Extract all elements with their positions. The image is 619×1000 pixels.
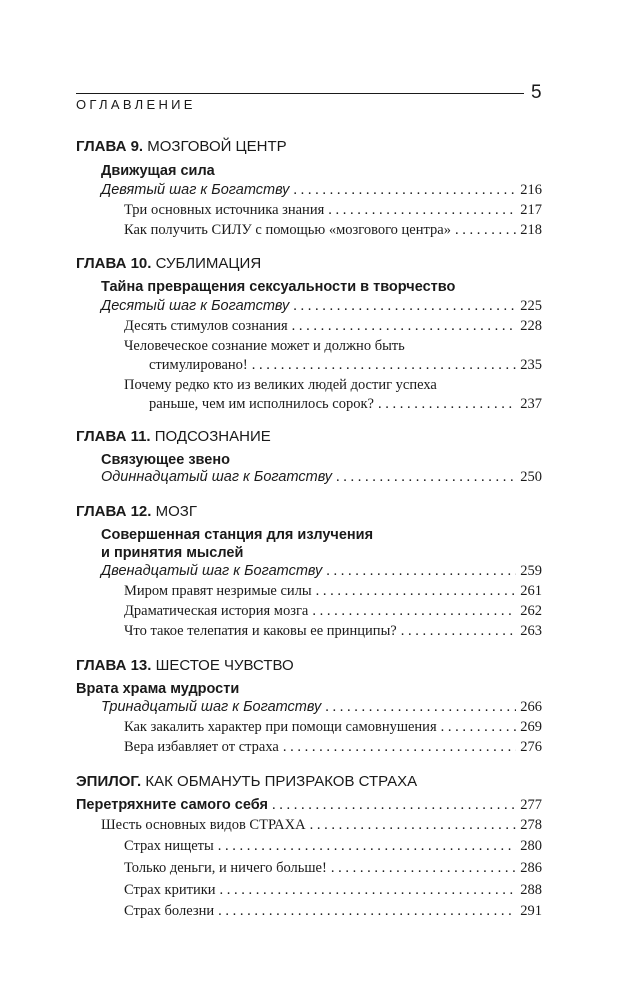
entry-page: 286 (520, 860, 542, 876)
entry-page: 291 (520, 903, 542, 919)
chapter-label: ГЛАВА 11. (76, 428, 151, 445)
entry-page: 278 (520, 817, 542, 833)
leader-dots (310, 815, 517, 835)
toc-entry[interactable] (124, 858, 542, 878)
running-head: ОГЛАВЛЕНИЕ (76, 97, 196, 112)
entry-title: Как закалить характер при помощи самовнушения (124, 719, 437, 735)
toc-entry[interactable] (101, 815, 542, 835)
toc-entry[interactable] (124, 581, 542, 601)
entry-page: 263 (520, 623, 542, 639)
entry-page: 276 (520, 739, 542, 755)
leader-dots (336, 467, 516, 487)
entry-title: Тринадцатый шаг к Богатству (101, 699, 322, 715)
entry-title: Одиннадцатый шаг к Богатству (101, 469, 333, 485)
entry-title: раньше, чем им исполнилось сорок? (149, 396, 374, 412)
chapter-label: ГЛАВА 13. (76, 657, 152, 674)
entry-page: 262 (520, 603, 542, 619)
toc-entry[interactable] (101, 697, 542, 717)
leader-dots (293, 180, 516, 200)
toc-entry[interactable] (124, 200, 542, 220)
entry-page: 237 (520, 396, 542, 412)
chapter-10-heading[interactable] (76, 254, 261, 274)
entry-page: 228 (520, 318, 542, 334)
toc-entry-line-1: Человеческое сознание может и должно быть (124, 338, 405, 354)
leader-dots (441, 717, 517, 737)
toc-entry[interactable] (149, 355, 542, 375)
leader-dots (218, 901, 516, 921)
leader-dots (292, 316, 517, 336)
entry-title: Страх критики (124, 882, 216, 898)
entry-page: 217 (520, 202, 542, 218)
entry-page: 218 (520, 222, 542, 238)
toc-entry[interactable] (124, 316, 542, 336)
toc-entry[interactable] (76, 795, 542, 815)
leader-dots (218, 836, 516, 856)
entry-page: 259 (520, 563, 542, 579)
entry-title: Страх болезни (124, 903, 215, 919)
chapter-title: СУБЛИМАЦИЯ (151, 255, 262, 272)
epilogue-heading[interactable] (76, 772, 417, 792)
toc-entry[interactable] (149, 394, 542, 414)
toc-entry[interactable] (124, 880, 542, 900)
entry-title: Драматическая история мозга (124, 603, 309, 619)
leader-dots (283, 737, 516, 757)
chapter-title: ШЕСТОЕ ЧУВСТВО (151, 657, 294, 674)
toc-entry[interactable] (124, 901, 542, 921)
chapter-label: ГЛАВА 10. (76, 255, 152, 272)
entry-page: 235 (520, 357, 542, 373)
leader-dots (331, 858, 516, 878)
leader-dots (312, 601, 516, 621)
chapter-11-section: Связующее звено (101, 452, 230, 468)
leader-dots (272, 795, 516, 815)
entry-title: Десятый шаг к Богатству (101, 298, 290, 314)
entry-title: Три основных источника знания (124, 202, 325, 218)
chapter-9-section: Движущая сила (101, 163, 215, 179)
entry-page: 288 (520, 882, 542, 898)
leader-dots (220, 880, 517, 900)
entry-page: 261 (520, 583, 542, 599)
toc-entry[interactable] (101, 296, 542, 316)
entry-page: 266 (520, 699, 542, 715)
toc-entry[interactable] (124, 717, 542, 737)
entry-title: Только деньги, и ничего больше! (124, 860, 327, 876)
toc-entry[interactable] (124, 621, 542, 641)
toc-entry[interactable] (124, 601, 542, 621)
entry-title: Как получить СИЛУ с помощью «мозгового центра» (124, 222, 451, 238)
chapter-title: КАК ОБМАНУТЬ ПРИЗРАКОВ СТРАХА (141, 773, 418, 790)
chapter-12-section: Совершенная станция для излучения (101, 527, 374, 543)
chapter-title: МОЗГОВОЙ ЦЕНТР (143, 138, 287, 155)
entry-title: Перетряхните самого себя (76, 797, 268, 813)
entry-title: Двенадцатый шаг к Богатству (101, 563, 323, 579)
entry-page: 280 (520, 838, 542, 854)
entry-title: Шесть основных видов СТРАХА (101, 817, 306, 833)
toc-entry-line-1: Почему редко кто из великих людей достиг успеха (124, 377, 437, 393)
entry-title: Девятый шаг к Богатству (101, 182, 290, 198)
entry-title: Десять стимулов сознания (124, 318, 288, 334)
leader-dots (316, 581, 517, 601)
leader-dots (328, 200, 516, 220)
chapter-13-heading[interactable] (76, 656, 294, 676)
chapter-12-section-line-2: и принятия мыслей (101, 545, 244, 561)
chapter-title: МОЗГ (151, 503, 197, 520)
entry-page: 225 (520, 298, 542, 314)
chapter-12-heading[interactable] (76, 502, 197, 522)
chapter-9-heading[interactable] (76, 137, 287, 157)
chapter-11-heading[interactable] (76, 427, 271, 447)
toc-entry[interactable] (124, 220, 542, 240)
leader-dots (325, 697, 516, 717)
chapter-label: ГЛАВА 12. (76, 503, 152, 520)
chapter-10-section: Тайна превращения сексуальности в творчество (101, 279, 456, 295)
entry-title: Страх нищеты (124, 838, 214, 854)
leader-dots (378, 394, 516, 414)
chapter-title: ПОДСОЗНАНИЕ (150, 428, 271, 445)
entry-page: 216 (520, 182, 542, 198)
leader-dots (252, 355, 517, 375)
leader-dots (326, 561, 516, 581)
leader-dots (455, 220, 516, 240)
entry-page: 250 (520, 469, 542, 485)
chapter-label: ГЛАВА 9. (76, 138, 144, 155)
entry-title: Вера избавляет от страха (124, 739, 279, 755)
chapter-13-section: Врата храма мудрости (76, 681, 240, 697)
toc-entry[interactable] (124, 836, 542, 856)
entry-page: 269 (520, 719, 542, 735)
toc-entry[interactable] (124, 737, 542, 757)
page-number: 5 (531, 82, 542, 103)
entry-title: Миром правят незримые силы (124, 583, 312, 599)
chapter-label: ЭПИЛОГ. (76, 773, 142, 790)
entry-title: стимулировано! (149, 357, 248, 373)
leader-dots (293, 296, 516, 316)
toc-entry[interactable] (101, 180, 542, 200)
toc-entry[interactable] (101, 467, 542, 487)
entry-page: 277 (520, 797, 542, 813)
toc-entry[interactable] (101, 561, 542, 581)
entry-title: Что такое телепатия и каковы ее принципы? (124, 623, 397, 639)
leader-dots (401, 621, 517, 641)
